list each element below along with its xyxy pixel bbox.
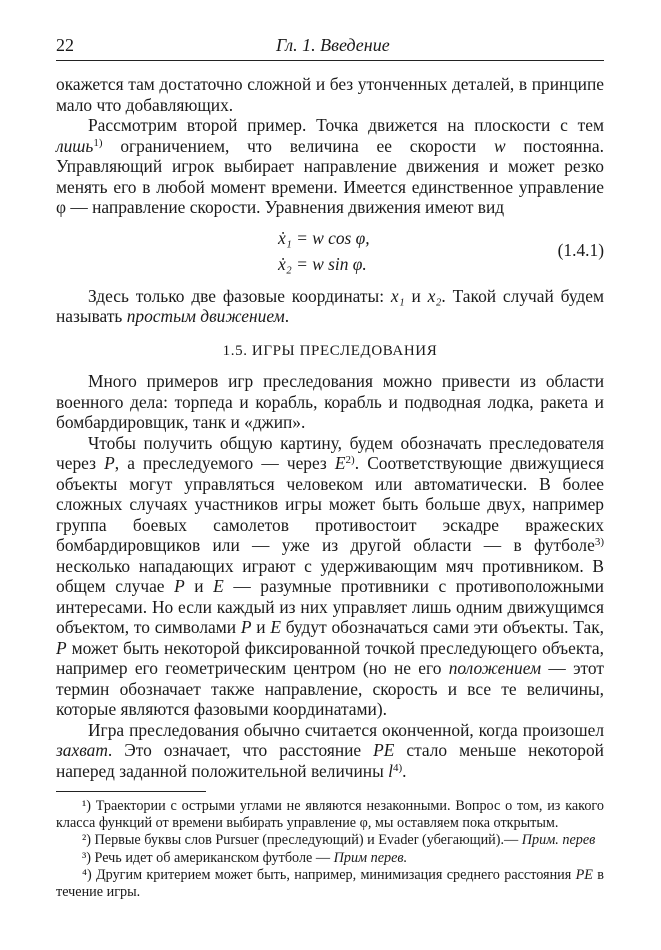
chapter-title: Гл. 1. Введение: [276, 35, 390, 55]
footnote-ref-3[interactable]: 3): [594, 536, 604, 548]
text-run: . Такой случай будем называть: [56, 285, 604, 326]
text-run: Чтобы получить общую картину, будем обозначать преследователя через: [56, 432, 604, 473]
text-run: стало меньше некоторой наперед заданной положительной величины: [56, 740, 604, 781]
footnote-ref-1[interactable]: 1): [93, 136, 103, 149]
text-run: несколько нападающих играют с удерживающим мяч противником. В общем случае: [56, 555, 604, 596]
math-var: E: [213, 576, 224, 596]
math-var: P: [56, 637, 67, 658]
text-run: .: [402, 760, 407, 781]
paragraph-text: Много примеров игр преследования можно привести из области военного дела: торпеда и корабль, корабль и подводная лодка, ракета и бомбардировщик, танк и «джип».: [56, 371, 604, 432]
page-number: 22: [56, 35, 74, 55]
math-var: P: [240, 617, 252, 637]
equation-block: [56, 220, 604, 280]
paragraph-second-example: [56, 115, 604, 218]
paragraph-phase-coordinates: [56, 286, 604, 327]
text-run: и: [404, 285, 428, 306]
text-run: , а преследуемого — через: [114, 453, 335, 473]
running-header: [56, 32, 604, 58]
italic-run: захват: [56, 740, 108, 760]
math-var: x₂: [427, 285, 442, 306]
footnote-text: в течение игры.: [56, 866, 604, 901]
header-rule: [56, 60, 604, 61]
math-var: PE: [575, 866, 593, 883]
text-run: Игра преследования обычно считается оконченной, когда произошел: [88, 719, 604, 740]
math-var: E: [334, 453, 346, 473]
paragraph-continued: [56, 74, 604, 115]
equation-number: (1.4.1): [557, 239, 604, 260]
italic-run: простым движением: [126, 306, 285, 326]
math-var: x₁: [390, 285, 405, 306]
footnote-ref-4[interactable]: 4): [393, 761, 403, 774]
equation-line-2: ẋ₂ = w sin φ.: [278, 253, 367, 274]
paragraph-military-examples: [56, 371, 604, 433]
section-heading: 1.5. ИГРЫ ПРЕСЛЕДОВАНИЯ: [222, 342, 438, 359]
footnote-4: [56, 867, 604, 901]
footnote-3: [56, 850, 604, 867]
math-var: w: [494, 135, 506, 156]
paragraph-notation: [56, 433, 604, 720]
text-run: и: [251, 617, 271, 637]
footnote-text: ¹) Траектории с острыми углами не являются незаконными. Вопрос о том, из какого класса функций от времени выбирать управление φ, мы оставляем пока открытым.: [56, 798, 604, 832]
math-var: P: [104, 453, 115, 473]
footnote-rule: [56, 791, 206, 792]
main-text: [56, 74, 604, 901]
italic-run: Прим. перев: [521, 832, 596, 849]
footnote-2: [56, 832, 604, 849]
text-run: будут обозначаться сами эти объекты. Так,: [280, 617, 604, 637]
italic-run: Прим перев.: [333, 849, 408, 866]
math-var: P: [174, 576, 185, 596]
text-run: Здесь только две фазовые координаты:: [88, 285, 391, 306]
paragraph-text: окажется там достаточно сложной и без утонченных деталей, в принципе мало что добавляющих.: [56, 74, 604, 115]
text-run: может быть некоторой фиксированной точкой преследующего объекта, например его геометрическим центром (но не его: [56, 637, 604, 678]
text-run: ограничением, что величина ее скорости: [102, 135, 494, 156]
footnotes: [56, 798, 604, 901]
equation-line-1: ẋ₁ = w cos φ,: [278, 227, 370, 248]
text-run: постоянна. Управляющий игрок выбирает направление движения и может резко менять его в любой момент времени. Имеется единственное управление φ — направление скорости. Уравнения движения имеют вид: [56, 135, 604, 217]
text-run: . Это означает, что расстояние: [107, 740, 374, 760]
italic-run: лишь: [56, 135, 94, 156]
math-var: PE: [373, 740, 395, 760]
text-run: .: [284, 306, 290, 326]
text-run: и: [184, 576, 214, 596]
footnote-1: [56, 798, 604, 832]
paragraph-capture: [56, 720, 604, 782]
text-run: — разумные противники с противоположными интересами. Но если каждый из них управляет лишь одним движущимся объектом, то символами: [56, 576, 604, 637]
math-var: l: [388, 760, 393, 781]
footnote-text: ²) Первые буквы слов Pursuer (преследующий) и Evader (убегающий).—: [82, 832, 522, 849]
text-run: Рассмотрим второй пример. Точка движется на плоскости с тем: [88, 115, 604, 135]
italic-run: положением: [448, 658, 542, 678]
footnote-text: ³) Речь идет об американском футболе —: [82, 849, 334, 866]
math-var: E: [270, 617, 281, 637]
footnote-text: ⁴) Другим критерием может быть, например, минимизация среднего расстояния: [82, 866, 576, 883]
text-run: . Соответствующие движущиеся объекты могут управляться человеком или автоматически. В более сложных случаях участников игры может быть больше двух, например группа боевых самолетов противостоит эскадре вражеских бомбардировщиков или — уже из другой области — в футболе: [56, 453, 604, 555]
text-run: — этот термин обозначает также направление, скорость и все те величины, которые являются фазовыми координатами).: [56, 658, 604, 719]
footnote-ref-2[interactable]: 2): [345, 454, 355, 466]
